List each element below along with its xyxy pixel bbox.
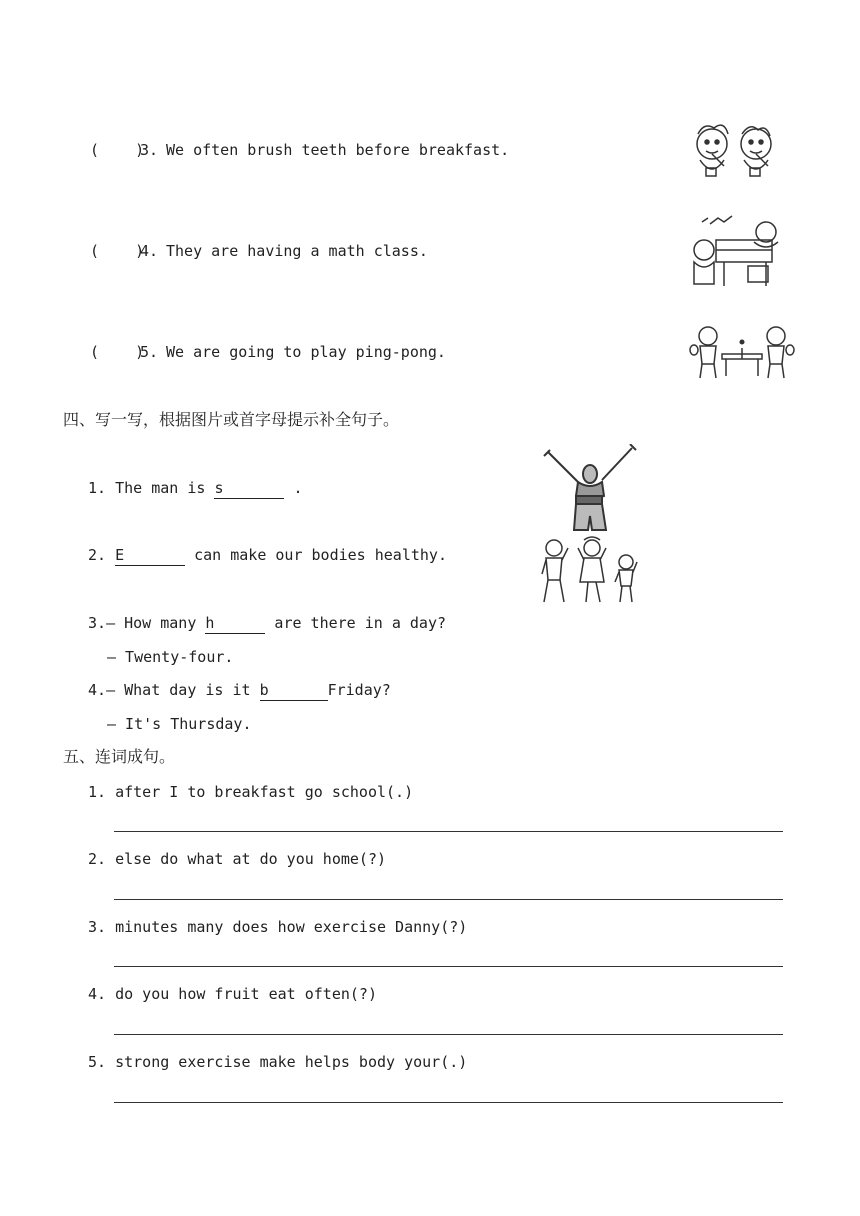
item-number: 3. [88, 918, 107, 936]
answer-parens-4[interactable]: ( ) [90, 242, 145, 260]
question-number: 1. [88, 479, 107, 497]
answer-blank[interactable] [260, 680, 328, 701]
section-five-heading: 五、连词成句。 [63, 747, 176, 766]
question-text-end: Friday? [327, 681, 391, 699]
question-number: 4. [88, 681, 107, 699]
children-exercising-image [538, 536, 643, 608]
item-number-3: 3. [140, 141, 159, 159]
answer-line[interactable] [114, 899, 783, 900]
answer-line[interactable] [114, 1034, 783, 1035]
item-number: 5. [88, 1053, 107, 1071]
fill-question-1 [88, 478, 303, 499]
ping-pong-image [688, 322, 796, 382]
item-sentence-4: They are having a math class. [166, 242, 428, 260]
fill-question-4 [88, 680, 391, 701]
reorder-item-4 [88, 984, 377, 1004]
question-text: The man is [115, 479, 215, 497]
man-exercising-image [540, 444, 640, 534]
answer-text: It's Thursday. [116, 715, 252, 733]
scrambled-words: do you how fruit eat often(?) [115, 985, 377, 1003]
answer-dash: — [107, 648, 117, 666]
answer-line-3 [107, 647, 233, 667]
answer-line[interactable] [114, 831, 783, 832]
answer-blank[interactable] [205, 613, 265, 634]
item-sentence-3: We often brush teeth before breakfast. [166, 141, 510, 159]
question-dash: — [106, 681, 116, 699]
piano-class-image [688, 210, 783, 292]
scrambled-words: else do what at do you home(?) [115, 850, 387, 868]
item-number-5: 5. [140, 343, 159, 361]
item-number: 1. [88, 783, 107, 801]
reorder-item-2 [88, 849, 386, 869]
answer-text: Twenty-four. [116, 648, 234, 666]
item-number-4: 4. [140, 242, 159, 260]
first-letter-hint: E [115, 546, 125, 564]
item-number: 2. [88, 850, 107, 868]
first-letter-hint: s [214, 479, 224, 497]
question-text-end: . [284, 479, 303, 497]
answer-parens-5[interactable]: ( ) [90, 343, 145, 361]
question-text-end: are there in a day? [265, 614, 447, 632]
question-number: 2. [88, 546, 107, 564]
answer-blank[interactable] [214, 478, 284, 499]
scrambled-words: after I to breakfast go school(.) [115, 783, 414, 801]
answer-line[interactable] [114, 966, 783, 967]
brushing-teeth-image [688, 120, 783, 182]
question-dash: — [106, 614, 116, 632]
fill-question-2 [88, 545, 447, 566]
section-four-heading: 四、写一写，根据图片或首字母提示补全句子。 [63, 410, 400, 429]
reorder-item-1 [88, 782, 413, 802]
answer-line[interactable] [114, 1102, 783, 1103]
reorder-item-5 [88, 1052, 467, 1072]
reorder-item-3 [88, 917, 467, 937]
answer-dash: — [107, 715, 117, 733]
fill-question-3 [88, 613, 446, 634]
first-letter-hint: h [205, 614, 215, 632]
question-text: How many [115, 614, 206, 632]
item-sentence-5: We are going to play ping-pong. [166, 343, 446, 361]
first-letter-hint: b [259, 681, 269, 699]
question-text: can make our bodies healthy. [185, 546, 447, 564]
question-number: 3. [88, 614, 107, 632]
answer-line-4 [107, 714, 252, 734]
answer-blank[interactable] [115, 545, 185, 566]
item-number: 4. [88, 985, 107, 1003]
scrambled-words: minutes many does how exercise Danny(?) [115, 918, 468, 936]
answer-parens-3[interactable]: ( ) [90, 141, 145, 159]
question-text: What day is it [115, 681, 260, 699]
scrambled-words: strong exercise make helps body your(.) [115, 1053, 468, 1071]
